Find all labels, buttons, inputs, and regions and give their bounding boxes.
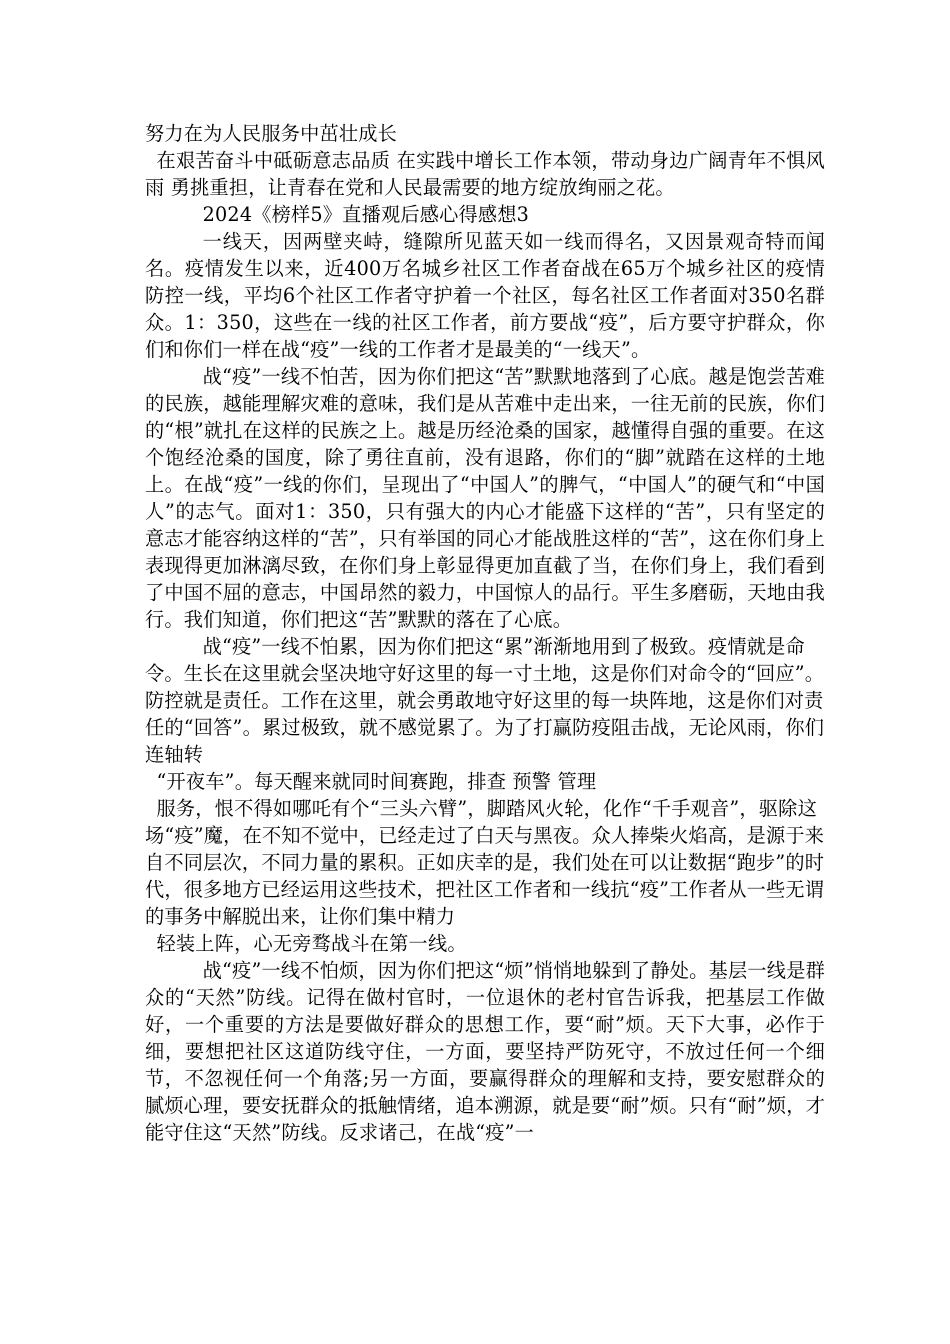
paragraph-service: 服务，恨不得如哪吒有个“三头六臂”，脚踏风火轮，化作“千手观音”，驱除这场“疫”魔，在不知不觉中，已经走过了白天与黑夜。众人捧柴火焰高，是源于来自不同层次，不同力量的累积。正如庆幸的是，我们处在可以让数据“跑步”的时代，很多地方已经运用这些技术，把社区工作者和一线抗“疫”工作者从一些无谓的事务中解脱出来，让你们集中精力 (145, 797, 825, 928)
paragraph-not-afraid-hardship: 战“疫”一线不怕苦，因为你们把这“苦”默默地落到了心底。越是饱尝苦难的民族，越能理解灾难的意味，我们是从苦难中走出来，一往无前的民族，你们的“根”就扎在这样的民族之上。越是历经沧桑的国家，越懂得自强的重要。在这个饱经沧桑的国度，除了勇往直前，没有退路，你们的“脚”就踏在这样的土地上。在战“疫”一线的你们，呈现出了“中国人”的脾气，“中国人”的硬气和“中国人”的志气。面对1：350，只有强大的内心才能盛下这样的“苦”，只有坚定的意志才能容纳这样的“苦”，只有举国的同心才能战胜这样的“苦”，这在你们身上表现得更加淋漓尽致，在你们身上彰显得更加直截了当，在你们身上，我们看到了中国不屈的意志，中国昂然的毅力，中国惊人的品行。平生多磨砺，天地由我行。我们知道，你们把这“苦”默默的落在了心底。 (145, 365, 825, 631)
paragraph-yixiantian: 一线天，因两壁夹峙，缝隙所见蓝天如一线而得名，又因景观奇特而闻名。疫情发生以来，近400万名城乡社区工作者奋战在65万个城乡社区的疫情防控一线，平均6个社区工作者守护着一个社区，每名社区工作者面对350名群众。1：350，这些在一线的社区工作者，前方要战“疫”，后方要守护群众，你们和你们一样在战“疫”一线的工作者才是最美的“一线天”。 (145, 230, 825, 361)
paragraph-not-afraid-trouble: 战“疫”一线不怕烦，因为你们把这“烦”悄悄地躲到了静处。基层一线是群众的“天然”防线。记得在做村官时，一位退休的老村官告诉我，把基层工作做好，一个重要的方法是要做好群众的思想工作，要“耐”烦。天下大事，必作于细，要想把社区这道防线守住，一方面，要坚持严防死守，不放过任何一个细节，不忽视任何一个角落;另一方面，要赢得群众的理解和支持，要安慰群众的腻烦心理，要安抚群众的抵触情绪，追本溯源，就是要“耐”烦。只有“耐”烦，才能守住这“天然”防线。反求诸己，在战“疫”一 (145, 959, 825, 1144)
section-title: 2024《榜样5》直播观后感心得感想3 (202, 203, 530, 226)
paragraph-not-afraid-tired: 战“疫”一线不怕累，因为你们把这“累”渐渐地用到了极致。疫情就是命令。生长在这里就会坚决地守好这里的每一寸土地，这是你们对命令的“回应”。防控就是责任。工作在这里，就会勇敢地守好这里的每一块阵地，这是你们对责任的“回答”。累过极致，就不感觉累了。为了打赢防疫阻击战，无论风雨，你们连轴转 (145, 635, 825, 766)
document-body (145, 120, 825, 1146)
paragraph-intro: 在艰苦奋斗中砥砺意志品质 在实践中增长工作本领，带动身边广阔青年不惧风雨 勇挑重担，让青春在党和人民最需要的地方绽放绚丽之花。 (145, 149, 825, 199)
paragraph-night-shift: “开夜车”。每天醒来就同时间赛跑，排查 预警 管理 (156, 770, 597, 793)
heading-line: 努力在为人民服务中茁壮成长 (145, 122, 398, 145)
paragraph-light-pack: 轻装上阵，心无旁骛战斗在第一线。 (156, 932, 467, 955)
